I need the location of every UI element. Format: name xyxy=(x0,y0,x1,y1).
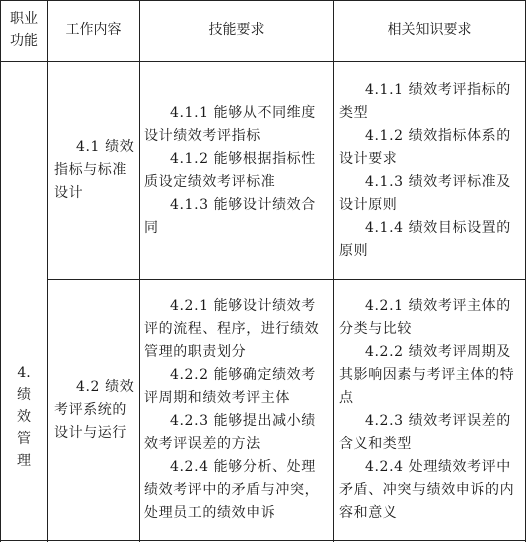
col-divider-1 xyxy=(0,0,1,542)
skills-cell xyxy=(140,62,330,279)
work-content-cell xyxy=(48,280,138,540)
work-content-text: 4.2 绩效考评系统的设计与运行 xyxy=(54,378,135,441)
knowledge-item: 4.2.3 绩效考评误差的含义和类型 xyxy=(339,413,511,452)
knowledge-item: 4.2.4 处理绩效考评中矛盾、冲突与绩效申诉的内容和意义 xyxy=(339,459,515,521)
skill-item: 4.1.2 能够根据指标性质设定绩效考评标准 xyxy=(144,150,316,190)
header-skill-requirements: 技能要求 xyxy=(208,22,265,38)
skill-item: 4.1.1 能够从不同维度设计绩效考评指标 xyxy=(144,104,316,144)
skill-item: 4.2.4 能够分析、处理绩效考评中的矛盾与冲突，处理员工的绩效申诉 xyxy=(144,459,320,521)
work-content-cell xyxy=(48,62,138,279)
skill-item: 4.1.3 能够设计绩效合同 xyxy=(144,196,316,236)
table-bottom-border xyxy=(0,540,526,541)
skill-item: 4.2.2 能够确定绩效考评周期和绩效考评主体 xyxy=(144,367,316,406)
skill-item: 4.2.1 能够设计绩效考评的流程、程序，进行绩效管理的职责划分 xyxy=(144,298,320,360)
job-function-char: 管 xyxy=(17,431,31,447)
skills-cell xyxy=(140,280,330,540)
knowledge-item: 4.1.4 绩效目标设置的原则 xyxy=(339,219,511,259)
knowledge-cell xyxy=(334,280,523,540)
job-function-char: 绩 xyxy=(17,387,31,403)
job-function-number: 4. xyxy=(17,365,31,381)
header-knowledge-requirements: 相关知识要求 xyxy=(387,22,472,38)
knowledge-cell xyxy=(334,62,523,279)
header-job-function-line2: 功能 xyxy=(10,33,38,49)
header-job-function-line1: 职业 xyxy=(10,11,38,27)
job-function-char: 效 xyxy=(17,409,31,425)
header-job-function xyxy=(1,8,47,52)
header-work-content: 工作内容 xyxy=(65,22,122,38)
work-content-text: 4.1 绩效指标与标准设计 xyxy=(54,139,135,201)
job-function-char: 理 xyxy=(17,453,31,469)
knowledge-item: 4.1.2 绩效指标体系的设计要求 xyxy=(339,127,511,167)
skill-item: 4.2.3 能够提出减小绩效考评误差的方法 xyxy=(144,413,316,452)
knowledge-item: 4.1.1 绩效考评指标的类型 xyxy=(339,81,511,121)
table-top-border xyxy=(0,0,526,1)
knowledge-item: 4.1.3 绩效考评标准及设计原则 xyxy=(339,173,511,213)
knowledge-item: 4.2.1 绩效考评主体的分类与比较 xyxy=(339,298,511,337)
knowledge-item: 4.2.2 绩效考评周期及其影响因素与考评主体的特点 xyxy=(339,344,515,406)
